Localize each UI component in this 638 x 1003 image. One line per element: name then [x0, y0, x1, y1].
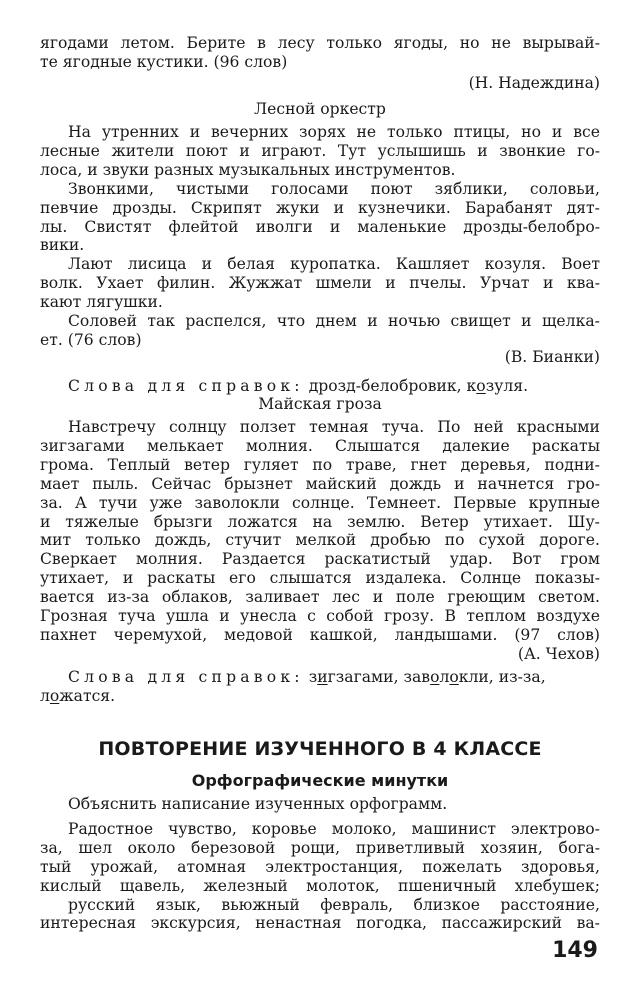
author-credit: (Н. Надеждина) [468, 73, 600, 92]
word: коровье [251, 819, 317, 838]
word: лы. [40, 217, 68, 236]
word: и [551, 123, 563, 141]
word: теплом [466, 607, 527, 626]
word: певчие [40, 198, 99, 217]
word: Звонкими, [68, 179, 154, 198]
word: дороге. [539, 531, 600, 550]
text-line [40, 877, 600, 896]
word: уже [149, 493, 183, 512]
reference-words-continued: ложатся. [40, 686, 116, 705]
word: Кашляет [395, 255, 470, 274]
word: дрозды. [112, 198, 177, 217]
word: Берите [186, 34, 246, 52]
word: с [307, 607, 316, 626]
word: и [333, 198, 344, 217]
word: и [372, 588, 384, 607]
word: облаков, [161, 588, 233, 607]
word: (97 [514, 625, 541, 644]
word: русский [68, 895, 136, 914]
word: чистыми [176, 179, 249, 198]
word: деревья, [460, 455, 531, 474]
word: пыль. [92, 474, 139, 493]
word: в [257, 34, 266, 52]
word: Навстречу [68, 418, 156, 436]
word: вечерних [211, 123, 289, 141]
text-line [40, 34, 600, 53]
word: ягоды, [393, 34, 449, 52]
word: ночью [388, 312, 441, 331]
word: медовой [223, 625, 293, 644]
word: брызнет [224, 474, 293, 493]
text-line [40, 858, 600, 877]
word: раскатистый [324, 550, 431, 569]
word: траве, [345, 455, 397, 474]
word: за, [40, 838, 63, 857]
word: пахнет [40, 625, 97, 644]
word: А [74, 493, 87, 512]
word: Барабанят [464, 198, 553, 217]
text-line [40, 180, 600, 199]
word: и [454, 474, 465, 493]
word: дят- [566, 198, 600, 217]
word: и [542, 274, 554, 293]
word: По [437, 418, 461, 436]
word: греющим [447, 588, 526, 607]
word: по [444, 531, 465, 550]
word: февраль, [320, 895, 394, 914]
word: гуляет [243, 455, 299, 474]
word: молния. [135, 550, 203, 569]
word: шел [78, 838, 112, 857]
word: зигзагами [40, 436, 125, 455]
text-line [40, 475, 600, 494]
word: погодка, [356, 914, 428, 933]
word: Темнеет. [366, 493, 442, 512]
word: го- [577, 141, 600, 160]
word: Солнце [460, 569, 522, 588]
word: туча [118, 607, 156, 626]
word: но [521, 123, 541, 141]
word: поют [370, 179, 413, 198]
word: шмели [315, 274, 372, 293]
word: и [329, 217, 341, 236]
word: вьюжный [221, 895, 300, 914]
word: молоток, [306, 876, 380, 895]
text-line [40, 626, 600, 645]
word: и [385, 274, 396, 293]
word: ползет [239, 418, 296, 436]
word: иволги [255, 217, 313, 236]
word: Шу- [567, 512, 600, 531]
word: утренних [101, 123, 179, 141]
word: солнцу [168, 418, 227, 436]
word: ландышами. [394, 625, 498, 644]
reference-words: Слова для справок: зигзагами, заволокли, из-за, [68, 667, 546, 686]
story-title: Майская гроза [258, 395, 382, 413]
text-line [40, 550, 600, 569]
word: жуки [275, 198, 320, 217]
word: щелка- [541, 312, 600, 331]
word: экскурсия, [150, 914, 241, 933]
word: расстояние, [500, 895, 600, 914]
word: мает [40, 474, 80, 493]
word: на [312, 512, 333, 531]
word: хлебушек; [514, 876, 600, 895]
word: чувство, [168, 819, 237, 838]
word: Урчат [479, 274, 530, 293]
text-line [40, 531, 600, 550]
word: Лают [68, 255, 113, 274]
word: начнется [477, 474, 555, 493]
word: пожелать [422, 857, 502, 876]
word: дрозды-белобро- [463, 217, 600, 236]
instruction-line: Объяснить написание изученных орфограмм. [68, 795, 448, 813]
word: флейтой [168, 217, 239, 236]
word: мелькает [147, 436, 224, 455]
word: тяжелые [65, 512, 139, 531]
word: мит [40, 531, 72, 550]
word: землю. [347, 512, 406, 531]
word: летом. [120, 34, 175, 52]
word: так [147, 312, 176, 331]
word: урожай, [90, 857, 159, 876]
text-line [40, 513, 600, 532]
word: слышатся [269, 569, 352, 588]
word: кислый [40, 876, 102, 895]
word: маленькие [357, 217, 447, 236]
word: бога- [558, 838, 600, 857]
text-line [40, 418, 600, 437]
word: слов) [557, 625, 600, 644]
word: Ветер [420, 512, 469, 531]
word: электрово- [510, 819, 600, 838]
word: что [276, 312, 306, 331]
word: Сейчас [151, 474, 212, 493]
text-line [40, 588, 600, 607]
word: гро- [567, 474, 600, 493]
word: и [122, 569, 134, 588]
word: все [573, 123, 600, 141]
text-line [40, 255, 600, 274]
word: интересная [40, 914, 137, 933]
page-number: 149 [552, 938, 598, 963]
word: подни- [544, 455, 600, 474]
word: рощи, [290, 838, 341, 857]
word: брызги [153, 512, 213, 531]
word: светом. [538, 588, 600, 607]
word: зорях [299, 123, 346, 141]
word: ветер [184, 455, 230, 474]
forest-story [40, 100, 600, 396]
word: волк. [40, 274, 83, 293]
text-line: лоса, и звуки разных музыкальных инструментов. [40, 160, 456, 179]
word: заволокли [194, 493, 280, 512]
word: машинист [411, 819, 496, 838]
word: и [189, 123, 201, 141]
word: солнце. [292, 493, 355, 512]
word: дождь, [154, 531, 212, 550]
word: здоровья, [521, 857, 600, 876]
word: язык, [155, 895, 202, 914]
word: утихает, [40, 569, 110, 588]
author-credit: (В. Бианки) [504, 347, 600, 366]
word: удар. [449, 550, 493, 569]
word: вается [40, 588, 95, 607]
word: кузнечики. [358, 198, 451, 217]
text-line [40, 820, 600, 839]
word: Жужжат [228, 274, 303, 293]
word: приветливый [355, 838, 465, 857]
word: свищет [450, 312, 511, 331]
word: красными [516, 418, 600, 436]
word: кашкой, [309, 625, 378, 644]
reference-label: Слова для справок: [68, 667, 304, 686]
text-line [40, 896, 600, 915]
word: ложатся [227, 512, 298, 531]
word: белая [227, 255, 275, 274]
author-credit: (А. Чехов) [517, 644, 600, 663]
word: и [477, 141, 488, 160]
word: голосами [271, 179, 349, 198]
text-line [40, 437, 600, 456]
word: гнет [410, 455, 447, 474]
text-line [40, 569, 600, 588]
word: Воет [561, 255, 600, 274]
word: лесные [40, 141, 100, 160]
word: только [387, 123, 443, 141]
word: молоко, [331, 819, 397, 838]
word: ушла [165, 607, 209, 626]
text-line [40, 274, 600, 293]
storm-story [40, 395, 600, 706]
reference-label: Слова для справок: [68, 376, 304, 395]
word: козуля. [484, 255, 547, 274]
word: Теплый [107, 455, 171, 474]
word: звонкие [499, 141, 566, 160]
word: На [68, 123, 91, 141]
word: пчелы. [409, 274, 467, 293]
text-line: вики. [40, 236, 85, 255]
text-line [40, 123, 600, 142]
review-section [40, 737, 600, 933]
word: сухой [478, 531, 526, 550]
text-line [40, 199, 600, 218]
word: жители [111, 141, 175, 160]
word: лес [332, 588, 361, 607]
word: поле [395, 588, 435, 607]
word: Сверкает [40, 550, 117, 569]
word: соловьи, [529, 179, 600, 198]
word: Скрипят [190, 198, 262, 217]
word: Грозная [40, 607, 108, 626]
word: Ухает [96, 274, 144, 293]
reference-words: Слова для справок: дрозд-белобровик, козуля. [68, 376, 529, 395]
word: куропатка. [290, 255, 381, 274]
word: услышишь [377, 141, 466, 160]
word: ненастная [255, 914, 342, 933]
word: черемухой, [113, 625, 208, 644]
text-line [40, 218, 600, 237]
word: электростанция, [265, 857, 404, 876]
word: В [444, 607, 456, 626]
word: атомная [177, 857, 247, 876]
word: и [521, 312, 532, 331]
word: и [239, 141, 250, 160]
word: унесла [240, 607, 297, 626]
word: его [229, 569, 256, 588]
word: но [459, 34, 480, 52]
text-line [40, 312, 600, 331]
word: раскаты [147, 569, 216, 588]
text-line [40, 914, 600, 933]
word: около [127, 838, 176, 857]
text-line: те ягодные кустики. (96 слов) [40, 52, 288, 71]
word: утихает. [483, 512, 553, 531]
word: далекие [442, 436, 510, 455]
word: ва- [576, 914, 600, 933]
word: Радостное [68, 819, 154, 838]
word: грозу. [383, 607, 435, 626]
word: вырывай- [522, 34, 600, 52]
word: не [356, 123, 377, 141]
word: днем [315, 312, 357, 331]
word: зяблики, [434, 179, 508, 198]
word: гром [560, 550, 600, 569]
section-heading: ПОВТОРЕНИЕ ИЗУЧЕННОГО В 4 КЛАССЕ [98, 738, 542, 760]
word: дробью [370, 531, 431, 550]
word: и [219, 607, 230, 626]
word: раскаты [531, 436, 600, 455]
word: и [40, 512, 51, 531]
word: грома. [40, 455, 94, 474]
word: туча. [381, 418, 425, 436]
word: тучи [98, 493, 138, 512]
text-line: ет. (76 слов) [40, 330, 142, 349]
word: Слышатся [334, 436, 421, 455]
word: издалека. [365, 569, 447, 588]
word: щавель, [119, 876, 186, 895]
word: тый [40, 857, 72, 876]
text-line [40, 456, 600, 475]
word: заливает [245, 588, 320, 607]
word: Первые [453, 493, 517, 512]
word: только [85, 531, 141, 550]
word: Свистят [84, 217, 152, 236]
word: показы- [534, 569, 600, 588]
word: воздухе [536, 607, 600, 626]
word: ква- [566, 274, 600, 293]
word: играют. [261, 141, 327, 160]
word: железный [203, 876, 288, 895]
word: и [201, 255, 213, 274]
word: поют [185, 141, 228, 160]
word: только [326, 34, 382, 52]
word: молния. [245, 436, 313, 455]
word: лесу [277, 34, 315, 52]
word: майский [305, 474, 377, 493]
word: темная [309, 418, 369, 436]
word: дождь [389, 474, 442, 493]
story-title: Лесной оркестр [254, 100, 386, 118]
word: Раздается [221, 550, 306, 569]
word: и [367, 312, 378, 331]
text-line [40, 494, 600, 513]
word: мелкой [295, 531, 357, 550]
word: пассажирский [441, 914, 563, 933]
text-line [40, 607, 600, 626]
text-line: кают лягушки. [40, 293, 163, 312]
word: Соловей [68, 312, 138, 331]
word: Вот [511, 550, 542, 569]
word: ягодами [40, 34, 109, 52]
word: распелся, [185, 312, 267, 331]
word: филин. [157, 274, 216, 293]
word: хозяин, [480, 838, 543, 857]
word: ней [473, 418, 504, 436]
word: не [491, 34, 511, 52]
word: Тут [337, 141, 367, 160]
word: лисица [127, 255, 187, 274]
section-subheading: Орфографические минутки [191, 771, 449, 790]
intro-block [40, 34, 600, 93]
word: березовой [191, 838, 276, 857]
word: крупные [528, 493, 600, 512]
word: птицы, [453, 123, 511, 141]
word: из-за [107, 588, 150, 607]
word: пшеничный [398, 876, 497, 895]
word: близкое [413, 895, 481, 914]
word: за. [40, 493, 63, 512]
word: стучит [225, 531, 282, 550]
word: собой [326, 607, 374, 626]
text-line [40, 839, 600, 858]
text-line [40, 142, 600, 161]
word: по [312, 455, 333, 474]
